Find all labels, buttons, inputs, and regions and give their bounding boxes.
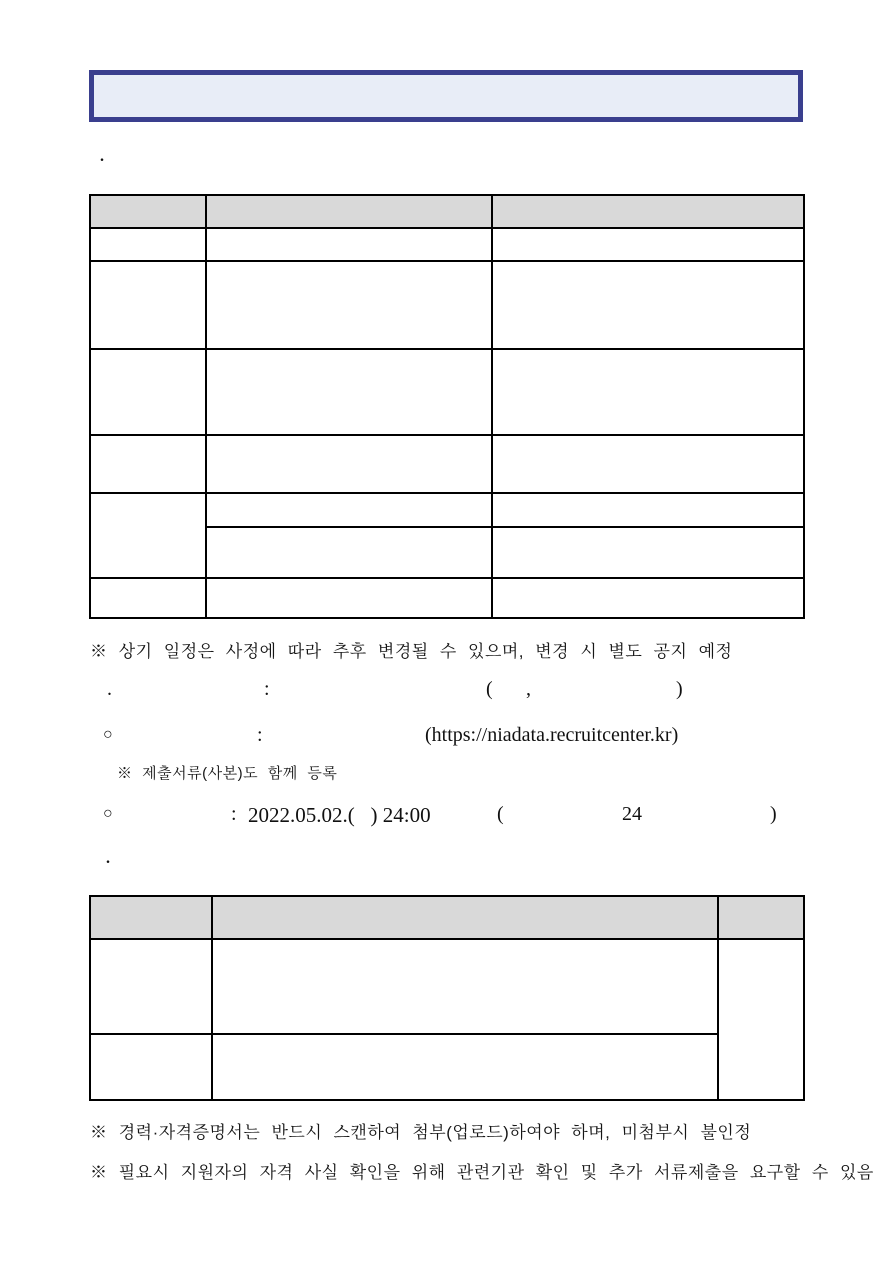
table-cell [90,228,206,261]
table-cell [206,435,492,493]
table-header-cell [212,896,718,939]
verify-note: ※ 필요시 지원자의 자격 사실 확인을 위해 관련기관 확인 및 추가 서류제출을 요구할 수 있음 [90,1163,874,1182]
table-cell [90,435,206,493]
deadline-value: 24 [622,803,642,825]
table-row [90,349,804,435]
table-cell [492,527,804,578]
deadline-line [0,803,893,831]
table-cell [90,261,206,349]
line-colon: : [257,724,263,746]
portal-note: ※ 제출서류(사본)도 함께 등록 [117,765,338,782]
table-cell [90,1034,212,1100]
portal-url: (https://niadata.recruitcenter.kr) [425,724,679,746]
attach-note: ※ 경력·자격증명서는 반드시 스캔하여 첨부(업로드)하여야 하며, 미첨부시 불인정 [90,1123,752,1142]
table-cell [206,527,492,578]
line-comma: , [526,678,531,700]
title-banner [89,70,803,122]
paren-open: ( [497,803,504,825]
schedule-note: ※ 상기 일정은 사정에 따라 추후 변경될 수 있으며, 변경 시 별도 공지 예정 [90,642,733,661]
table-header-cell [718,896,804,939]
table-row [90,939,804,1034]
documents-header-row [90,896,804,939]
table-header-cell [90,195,206,228]
table-header-cell [90,896,212,939]
table-cell [90,578,206,618]
table-row [90,435,804,493]
schedule-header-row [90,195,804,228]
paren-close: ) [770,803,777,825]
table-row [90,1034,804,1100]
section-a-marker: . [100,148,104,165]
table-cell [492,349,804,435]
circle-bullet: ○ [103,805,113,822]
section-b-marker: . [106,850,110,867]
table-cell [206,228,492,261]
table-cell [206,349,492,435]
table-cell [206,493,492,527]
table-header-cell [492,195,804,228]
line-marker: . [107,678,112,700]
table-cell [492,493,804,527]
table-header-cell [206,195,492,228]
table-row [90,493,804,527]
application-method-line [0,678,893,704]
table-cell [492,228,804,261]
table-cell [206,261,492,349]
table-cell [90,349,206,435]
table-row [90,261,804,349]
table-cell [206,578,492,618]
table-cell [212,1034,718,1100]
line-colon: : [231,803,237,825]
table-cell [212,939,718,1034]
documents-table [89,895,805,1101]
schedule-table [89,194,805,619]
table-row [90,228,804,261]
circle-bullet: ○ [103,726,113,743]
table-cell [492,578,804,618]
table-cell-merged [718,939,804,1100]
line-colon: : [264,678,270,700]
table-cell [492,261,804,349]
portal-url-line [0,724,893,750]
paren-open: ( [486,678,493,700]
table-row [90,578,804,618]
deadline-datetime: 2022.05.02.( ) 24:00 [248,803,431,827]
table-cell [492,435,804,493]
table-cell-merged [90,493,206,578]
table-cell [90,939,212,1034]
paren-close: ) [676,678,683,700]
